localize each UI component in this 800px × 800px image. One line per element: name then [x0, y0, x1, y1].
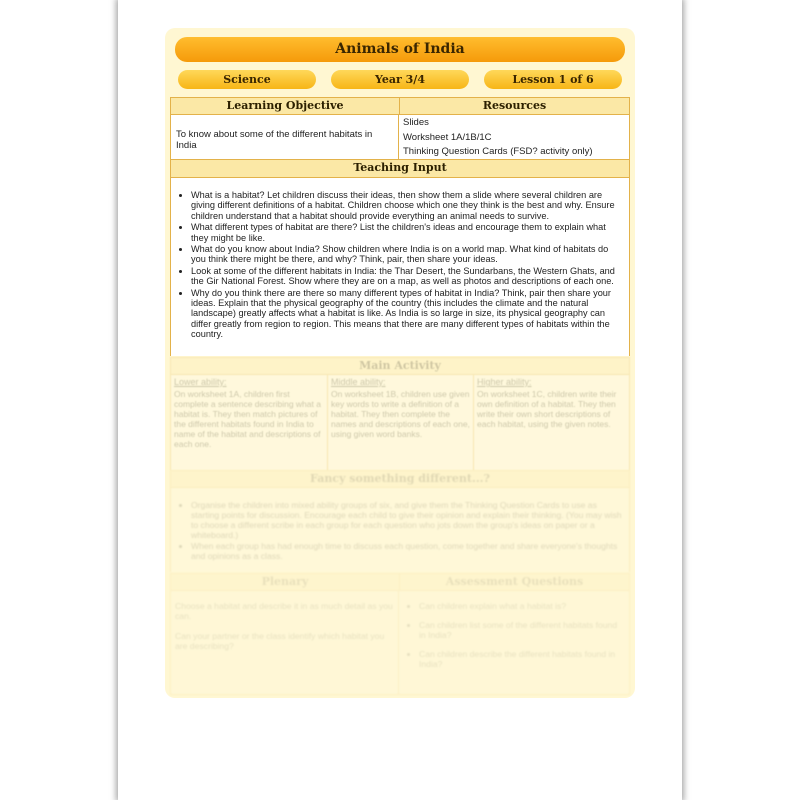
learning-objective-header: Learning Objective: [171, 98, 400, 115]
teaching-input-header: Teaching Input: [171, 160, 629, 178]
list-item: • Why do you think there are there so many different types of habitat in India? Think, pair then share your ideas. Explain that the physical geography of the country (this includes the climate and the natural landscape) greatly affects what a habitat is like. As India is so large in size, its physical geography can differ greatly from region to region. This means that there are many different types of habitats within the country.: [191, 288, 623, 340]
list-item: • Can children explain what a habitat is?: [419, 601, 623, 611]
resources-list: [399, 115, 629, 159]
list-item: • Organise the children into mixed ability groups of six, and give them the Thinking Question Cards to use as starting points for discussion. Encourage each child to give their opinion and explain their thinking. (You may wish to choose a different scribe in each group for each question who jots down the group's ideas on paper or a whiteboard.): [191, 500, 623, 540]
higher-ability-cell: [474, 375, 629, 470]
lower-ability-label: Lower ability:: [174, 377, 227, 387]
lower-ability-text: On worksheet 1A, children first complete a sentence describing what a habitat is. They then match pictures of the different habitats found in India to name of the habitat and descriptions of each one.: [174, 389, 321, 449]
list-item: • Can children describe the different habitats found in India?: [419, 649, 623, 669]
list-item: • Can children list some of the different habitats found in India?: [419, 620, 623, 640]
resource-item: Slides: [403, 117, 429, 128]
fancy-header: Fancy something different...?: [171, 471, 629, 488]
teaching-input-list: [171, 186, 629, 345]
plenary-text: Can your partner or the class identify which habitat you are describing?: [175, 631, 385, 651]
higher-ability-label: Higher ability:: [477, 377, 532, 387]
lesson-title: Animals of India: [175, 37, 625, 62]
plenary-assessment-table: [170, 573, 630, 695]
fancy-section: [170, 470, 630, 572]
main-activity-section: [170, 357, 630, 470]
learning-objective-text: To know about some of the different habitats in India: [171, 115, 399, 159]
teaching-input-section: [170, 159, 630, 356]
list-item: • What do you know about India? Show children where India is on a world map. What kind of habitats do you think there might be there, and why? Think, pair, then share your ideas.: [191, 244, 623, 265]
middle-ability-text: On worksheet 1B, children use given key words to write a definition of a habitat. They then complete the names and descriptions of each one, using given word banks.: [331, 389, 470, 439]
plenary-text: Choose a habitat and describe it in as much detail as you can.: [175, 601, 393, 621]
fancy-list: [171, 496, 629, 566]
assessment-header: Assessment Questions: [400, 574, 629, 591]
plenary-header: Plenary: [171, 574, 400, 591]
list-item: • When each group has had enough time to discuss each question, come together and share everyone's thoughts and opinions as a class.: [191, 541, 623, 561]
list-item: • What different types of habitat are there? List the children's ideas and encourage them to explain what they might be like.: [191, 222, 623, 243]
lesson-number-pill: Lesson 1 of 6: [484, 70, 622, 89]
plenary-cell: [171, 591, 399, 694]
resource-item: Worksheet 1A/1B/1C: [403, 131, 492, 143]
list-item: • Look at some of the different habitats in India: the Thar Desert, the Sundarbans, the Western Ghats, and the Gir National Forest. Show where they are on a map, as well as photos and descriptions of each one.: [191, 266, 623, 287]
year-pill: Year 3/4: [331, 70, 469, 89]
resources-header: Resources: [400, 98, 629, 115]
assessment-cell: [399, 591, 629, 694]
middle-ability-cell: [328, 375, 474, 470]
subject-pill: Science: [178, 70, 316, 89]
objective-resources-table: [170, 97, 630, 160]
middle-ability-label: Middle ability:: [331, 377, 386, 387]
list-item: • What is a habitat? Let children discuss their ideas, then show them a slide where several children are giving different definitions of a habitat. Children choose which one they think is the best and why. Ensure children understand that a habitat should provide everything an animal needs to survive.: [191, 190, 623, 221]
higher-ability-text: On worksheet 1C, children write their own definition of a habitat. They then write their own short descriptions of each habitat, using the given notes.: [477, 389, 617, 429]
main-activity-header: Main Activity: [171, 358, 629, 375]
assessment-list: [399, 597, 629, 674]
resource-item: Thinking Question Cards (FSD? activity only): [403, 146, 593, 157]
lower-ability-cell: [171, 375, 328, 470]
